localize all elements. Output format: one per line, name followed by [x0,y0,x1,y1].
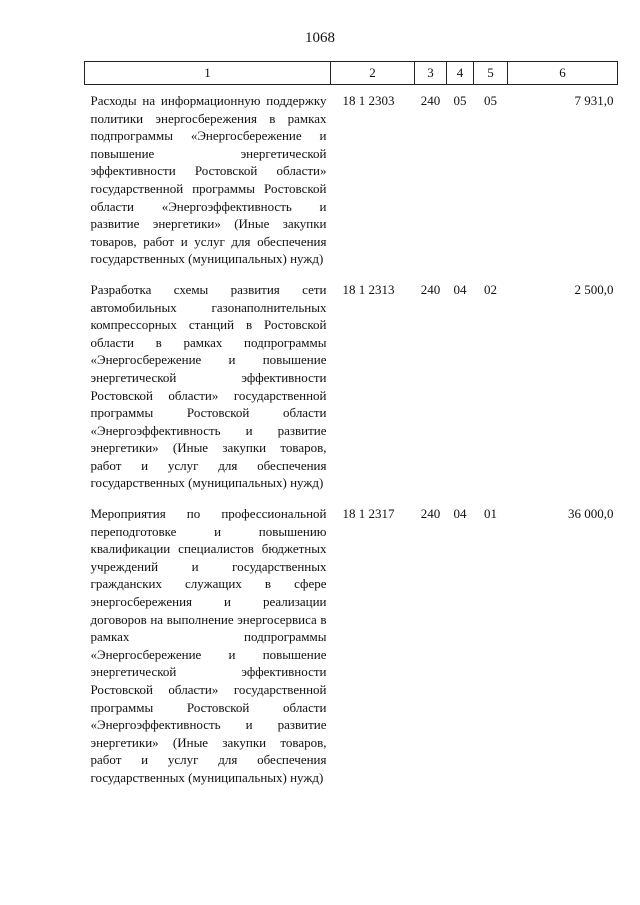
header-col-3: 3 [415,62,447,85]
row-section: 05 [453,93,467,108]
header-col-5: 5 [474,62,508,85]
header-col-2: 2 [331,62,415,85]
budget-table [84,61,618,793]
header-col-4: 4 [447,62,474,85]
row-target-code: 18 1 2313 [342,281,395,297]
row-subsection: 02 [484,281,497,297]
row-section: 04 [453,506,467,522]
row-amount: 2 500,0 [574,281,614,297]
row-amount: 36 000,0 [568,506,614,522]
header-col-6: 6 [508,62,618,85]
row-section: 04 [453,281,467,297]
row-amount: 7 931,0 [574,93,614,108]
row-description: Мероприятия по профессиональной переподготовке и повышению квалификации специалистов бюджетных учреждений и государственных гражданских служащих в сфере энергосбережения и реализации договоров на выполнение энергосервиса в рамках подпрограммы «Энергосбережение и повышение энергетической эффективности Ростовской области» государственной программы Ростовской области «Энергоэффективность и развитие энергетики» (Иные закупки товаров, работ и услуг для обеспечения государственных (муниципальных) нужд) [90,506,327,785]
row-target-code: 18 1 2303 [342,93,395,108]
row-subsection: 05 [484,93,497,108]
row-target-code: 18 1 2317 [342,506,395,522]
row-expense-type: 240 [420,281,441,297]
page-number: 1068 [305,30,335,46]
row-description: Расходы на информационную поддержку политики энергосбережения в рамках подпрограммы «Энергосбережение и повышение энергетической эффективности Ростовской области» государственной программы Ростовской области «Энергоэффективность и развитие энергетики» (Иные закупки товаров, работ и услуг для обеспечения государственных (муниципальных) нужд) [90,93,327,267]
header-col-1: 1 [85,62,331,85]
table-header [85,62,618,85]
row-description: Разработка схемы развития сети автомобильных газонаполнительных компрессорных станций в Ростовской области в рамках подпрограммы «Энергосбережение и повышение энергетической эффективности Ростовской области» государственной программы Ростовской области «Энергоэффективность и развитие энергетики» (Иные закупки товаров, работ и услуг для обеспечения государственных (муниципальных) нужд) [90,281,327,491]
row-expense-type: 240 [420,93,441,108]
table-row [85,85,618,274]
table-row [85,274,618,498]
header-row [85,62,618,85]
table-body [85,85,618,793]
row-expense-type: 240 [420,506,441,522]
row-subsection: 01 [484,506,497,522]
table-row [85,498,618,793]
